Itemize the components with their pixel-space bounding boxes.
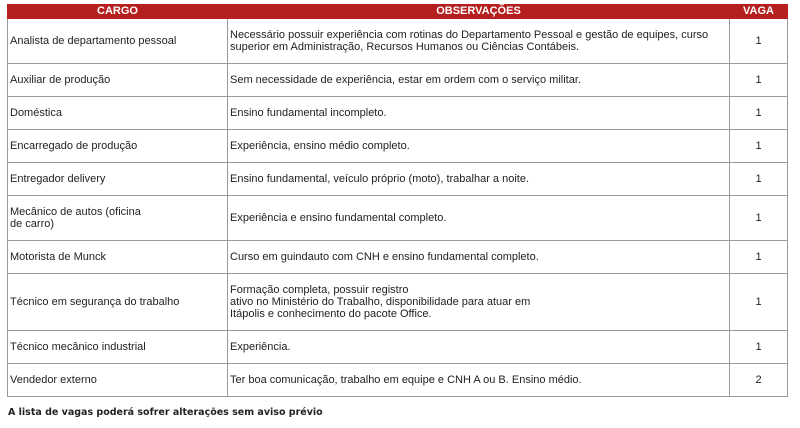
cargo-cell: Auxiliar de produção xyxy=(8,64,228,97)
observacoes-cell: Ensino fundamental incompleto. xyxy=(228,97,730,130)
header-observacoes: OBSERVAÇÕES xyxy=(228,5,730,19)
vaga-cell: 1 xyxy=(730,64,788,97)
cargo-cell: Entregador delivery xyxy=(8,163,228,196)
table-row xyxy=(8,19,788,64)
job-openings-table xyxy=(7,4,788,397)
observacoes-cell: Sem necessidade de experiência, estar em ordem com o serviço militar. xyxy=(228,64,730,97)
cargo-cell: Técnico em segurança do trabalho xyxy=(8,274,228,331)
cargo-cell: Analista de departamento pessoal xyxy=(8,19,228,64)
vaga-cell: 1 xyxy=(730,241,788,274)
observacoes-cell: Ensino fundamental, veículo próprio (moto), trabalhar a noite. xyxy=(228,163,730,196)
table-row xyxy=(8,163,788,196)
vaga-cell: 1 xyxy=(730,331,788,364)
cargo-cell: Motorista de Munck xyxy=(8,241,228,274)
vaga-cell: 2 xyxy=(730,364,788,397)
table-row xyxy=(8,241,788,274)
table-row xyxy=(8,97,788,130)
cargo-cell: Encarregado de produção xyxy=(8,130,228,163)
cargo-cell: Doméstica xyxy=(8,97,228,130)
vaga-cell: 1 xyxy=(730,163,788,196)
vaga-cell: 1 xyxy=(730,130,788,163)
cargo-cell: Mecânico de autos (oficina de carro) xyxy=(8,196,228,241)
observacoes-cell: Formação completa, possuir registro ativo no Ministério do Trabalho, disponibilidade para atuar em Itápolis e conhecimento do pacote Office. xyxy=(228,274,730,331)
table-row xyxy=(8,364,788,397)
observacoes-cell: Experiência. xyxy=(228,331,730,364)
observacoes-cell: Ter boa comunicação, trabalho em equipe e CNH A ou B. Ensino médio. xyxy=(228,364,730,397)
observacoes-cell: Experiência e ensino fundamental completo. xyxy=(228,196,730,241)
disclaimer-note: A lista de vagas poderá sofrer alterações sem aviso prévio xyxy=(8,407,323,418)
table-row xyxy=(8,64,788,97)
table-row xyxy=(8,196,788,241)
table-row xyxy=(8,130,788,163)
vaga-cell: 1 xyxy=(730,274,788,331)
cargo-cell: Vendedor externo xyxy=(8,364,228,397)
header-cargo: CARGO xyxy=(8,5,228,19)
table-header-row xyxy=(8,5,788,19)
observacoes-cell: Experiência, ensino médio completo. xyxy=(228,130,730,163)
observacoes-cell: Curso em guindauto com CNH e ensino fundamental completo. xyxy=(228,241,730,274)
vaga-cell: 1 xyxy=(730,19,788,64)
vaga-cell: 1 xyxy=(730,196,788,241)
vaga-cell: 1 xyxy=(730,97,788,130)
table-row xyxy=(8,274,788,331)
table-row xyxy=(8,331,788,364)
cargo-cell: Técnico mecânico industrial xyxy=(8,331,228,364)
header-vaga: VAGA xyxy=(730,5,788,19)
observacoes-cell: Necessário possuir experiência com rotinas do Departamento Pessoal e gestão de equipes, curso superior em Administração, Recursos Humanos ou Ciências Contábeis. xyxy=(228,19,730,64)
